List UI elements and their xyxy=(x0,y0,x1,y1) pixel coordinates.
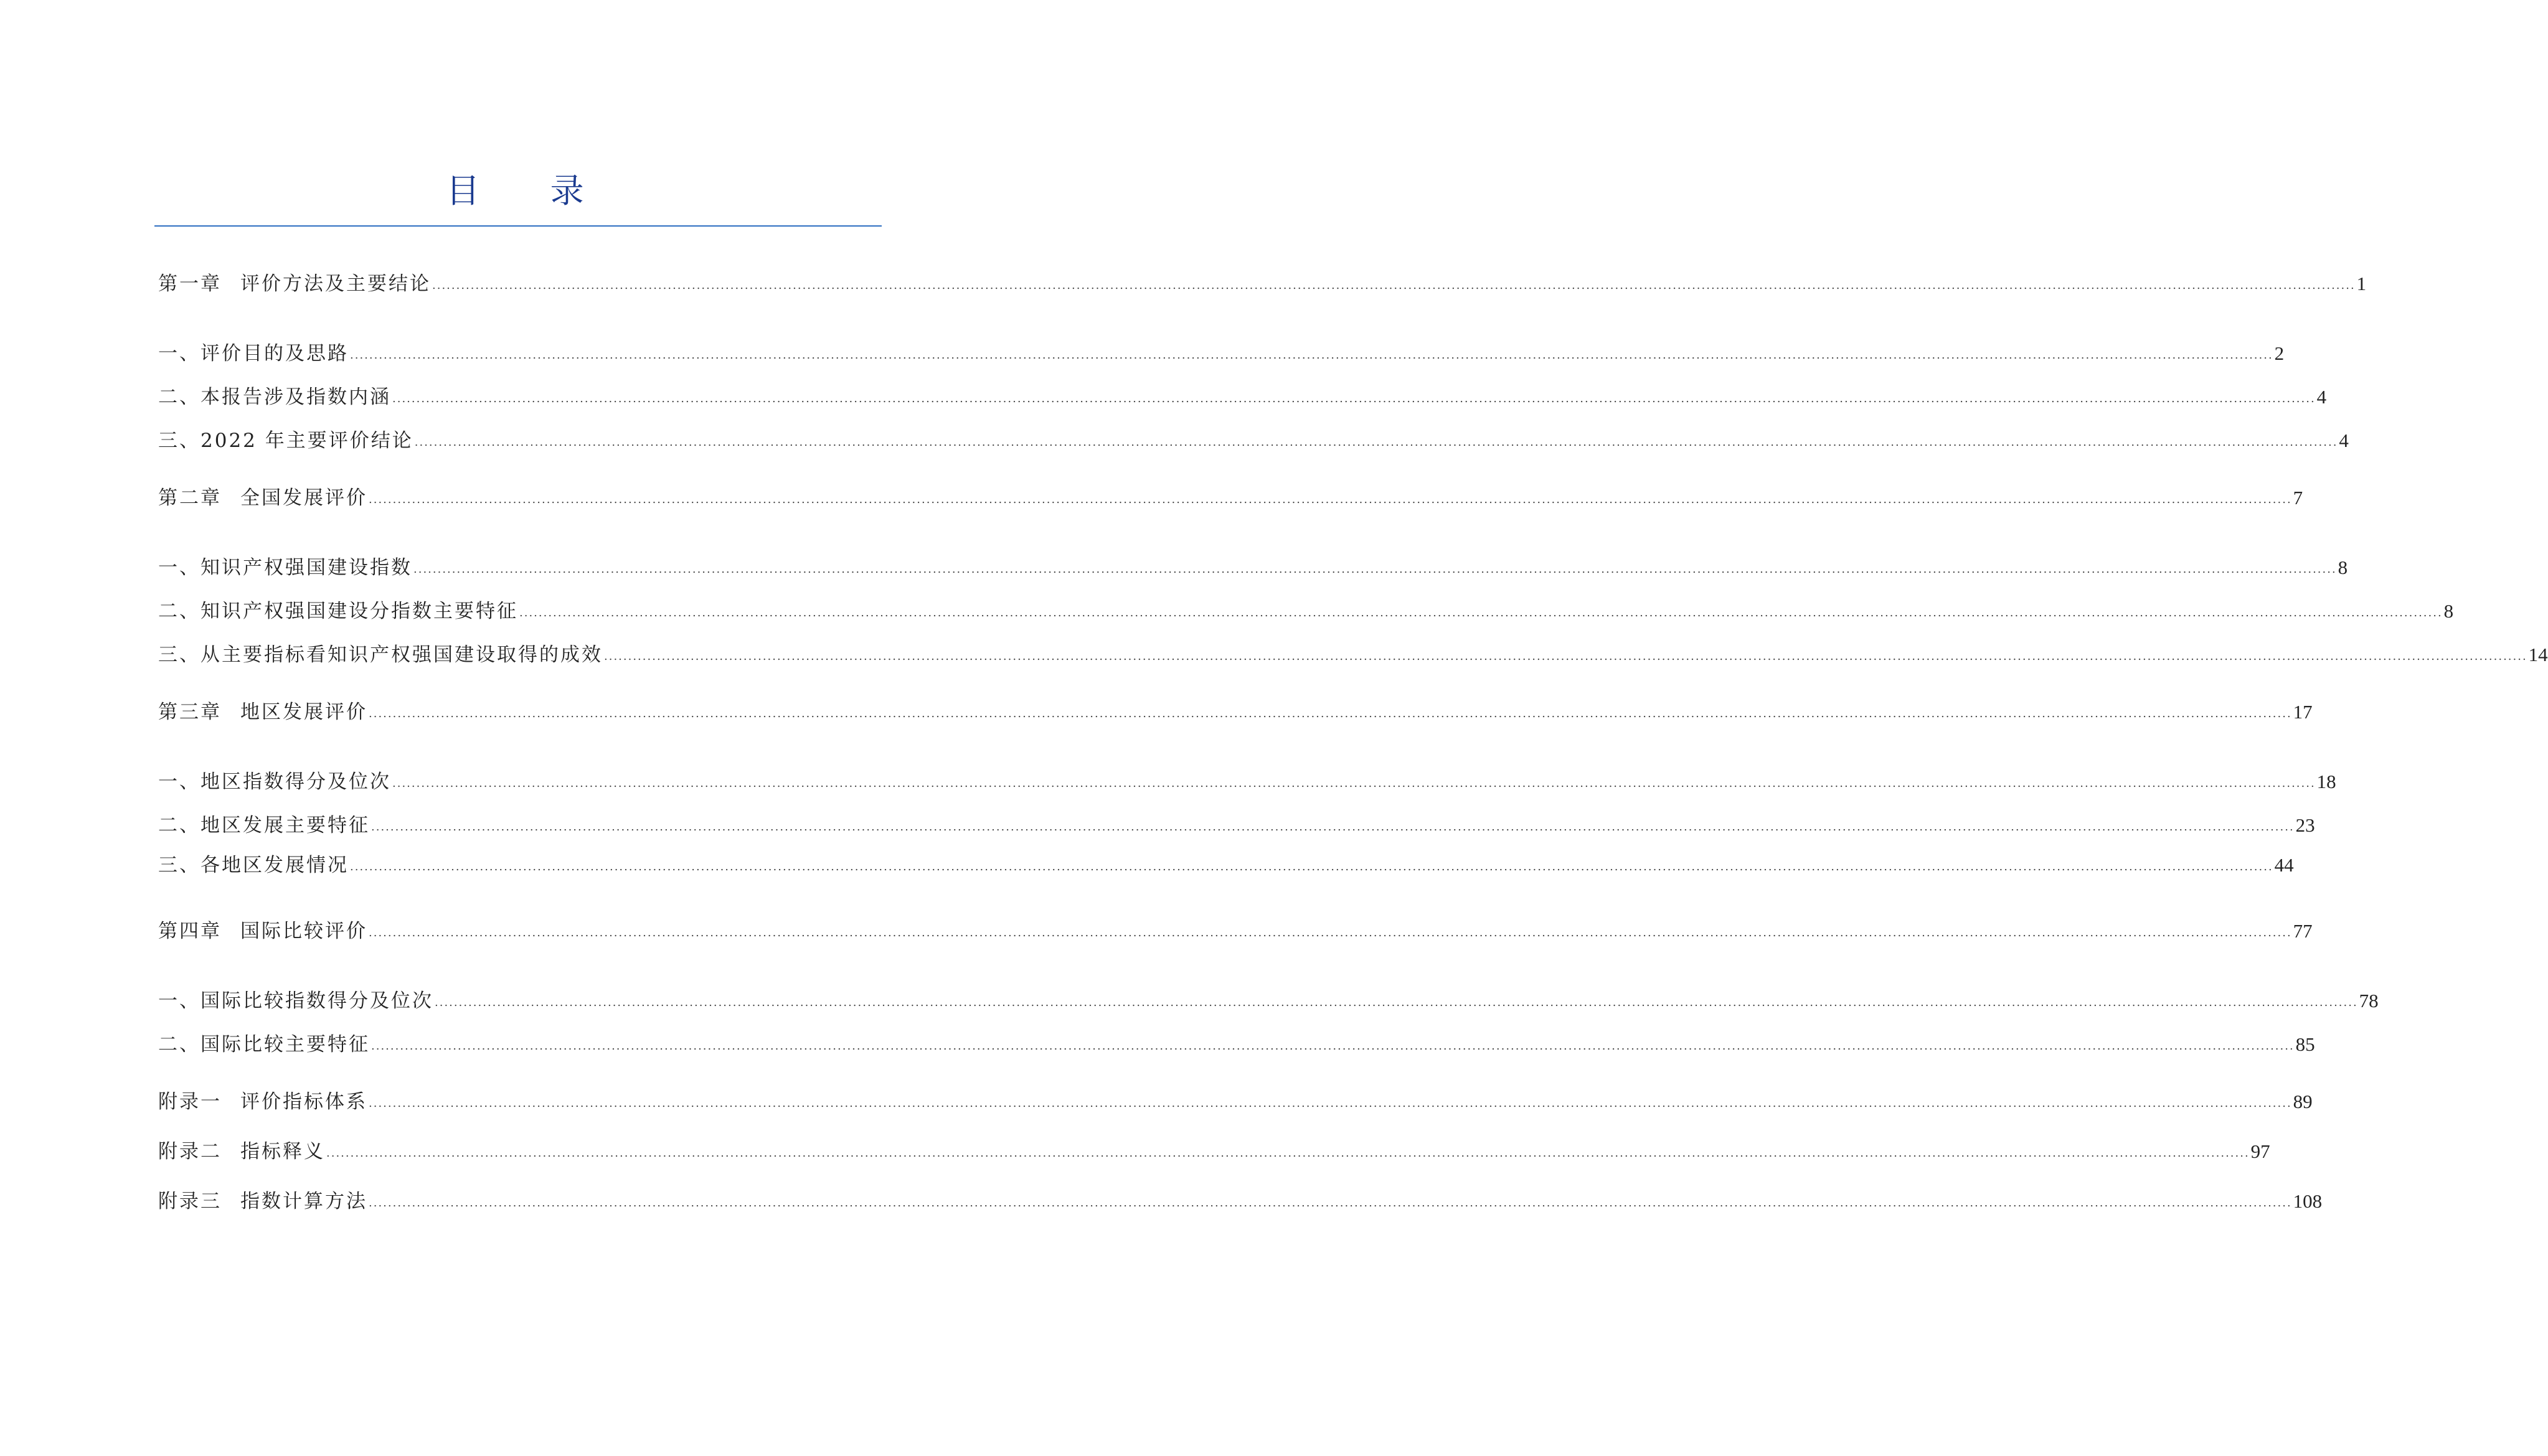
toc-entry-label: 二、国际比较主要特征 xyxy=(158,1033,370,1056)
toc-entry-section[interactable] xyxy=(158,596,2454,626)
toc-entry-label: 一、知识产权强国建设指数 xyxy=(158,557,412,579)
toc-entry-label: 评价方法及主要结论 xyxy=(240,273,431,295)
page-title: 目 录 xyxy=(446,171,614,210)
toc-leader-dots: ................................................................................................................................................................................................................................................................................................................................................................................................................ xyxy=(369,1097,2292,1110)
toc-entry-page: 108 xyxy=(2293,1190,2323,1212)
toc-entry-label: 指标释义 xyxy=(240,1140,325,1163)
toc-entry-chapter-4[interactable] xyxy=(158,916,2313,946)
toc-entry-page: 97 xyxy=(2250,1140,2270,1162)
toc-entry-page: 14 xyxy=(2528,644,2548,665)
toc-leader-dots: ................................................................................................................................................................................................................................................................................................................................................................................................................ xyxy=(604,650,2527,663)
toc-entry-page: 7 xyxy=(2293,487,2303,509)
toc-entry-page: 8 xyxy=(2338,557,2348,578)
toc-leader-dots: ................................................................................................................................................................................................................................................................................................................................................................................................................ xyxy=(369,493,2292,506)
toc-entry-label: 一、评价目的及思路 xyxy=(158,342,349,365)
toc-entry-appendix-1[interactable] xyxy=(158,1087,2313,1117)
toc-leader-dots: ................................................................................................................................................................................................................................................................................................................................................................................................................ xyxy=(350,860,2273,873)
toc-entry-chapter-2[interactable] xyxy=(158,483,2303,513)
toc-leader-dots: ................................................................................................................................................................................................................................................................................................................................................................................................................ xyxy=(371,1040,2295,1053)
toc-entry-prefix: 第四章 xyxy=(158,920,222,942)
toc-entry-section[interactable] xyxy=(158,426,2349,456)
toc-leader-dots: ................................................................................................................................................................................................................................................................................................................................................................................................................ xyxy=(414,436,2338,449)
toc-leader-dots: ................................................................................................................................................................................................................................................................................................................................................................................................................ xyxy=(413,563,2337,576)
toc-entry-prefix: 第二章 xyxy=(158,487,222,509)
toc-entry-section[interactable] xyxy=(158,382,2327,412)
toc-leader-dots: ................................................................................................................................................................................................................................................................................................................................................................................................................ xyxy=(326,1147,2250,1160)
toc-entry-page: 78 xyxy=(2359,990,2379,1012)
toc-entry-prefix: 第一章 xyxy=(158,273,222,295)
toc-entry-label: 评价指标体系 xyxy=(240,1091,367,1113)
toc-leader-dots: ................................................................................................................................................................................................................................................................................................................................................................................................................ xyxy=(369,707,2292,720)
toc-entry-section[interactable] xyxy=(158,640,2548,670)
toc-entry-appendix-3[interactable] xyxy=(158,1186,2323,1216)
toc-entry-page: 85 xyxy=(2295,1033,2315,1055)
toc-entry-label: 一、地区指数得分及位次 xyxy=(158,771,391,793)
toc-entry-chapter-1[interactable] xyxy=(158,269,2367,299)
toc-entry-label: 三、2022 年主要评价结论 xyxy=(158,430,413,452)
toc-entry-page: 4 xyxy=(2339,430,2349,451)
toc-entry-section[interactable] xyxy=(158,767,2336,797)
toc-entry-label: 地区发展评价 xyxy=(240,701,367,723)
toc-entry-section[interactable] xyxy=(158,850,2294,880)
toc-leader-dots: ................................................................................................................................................................................................................................................................................................................................................................................................................ xyxy=(392,777,2316,790)
toc-leader-dots: ................................................................................................................................................................................................................................................................................................................................................................................................................ xyxy=(435,996,2358,1009)
toc-entry-label: 全国发展评价 xyxy=(240,487,367,509)
toc-entry-prefix: 附录二 xyxy=(158,1140,222,1163)
toc-leader-dots: ................................................................................................................................................................................................................................................................................................................................................................................................................ xyxy=(392,392,2316,405)
toc-leader-dots: ................................................................................................................................................................................................................................................................................................................................................................................................................ xyxy=(350,349,2273,362)
toc-leader-dots: ................................................................................................................................................................................................................................................................................................................................................................................................................ xyxy=(369,1196,2292,1209)
toc-entry-page: 44 xyxy=(2274,854,2294,876)
title-divider xyxy=(154,225,882,227)
toc-entry-section[interactable] xyxy=(158,810,2315,840)
toc-entry-prefix: 附录一 xyxy=(158,1091,222,1113)
toc-entry-label: 二、地区发展主要特征 xyxy=(158,814,370,837)
toc-entry-chapter-3[interactable] xyxy=(158,697,2313,727)
toc-entry-prefix: 附录三 xyxy=(158,1190,222,1213)
toc-leader-dots: ................................................................................................................................................................................................................................................................................................................................................................................................................ xyxy=(369,926,2292,939)
toc-leader-dots: ................................................................................................................................................................................................................................................................................................................................................................................................................ xyxy=(432,279,2356,292)
toc-entry-label: 一、国际比较指数得分及位次 xyxy=(158,990,433,1012)
toc-entry-page: 89 xyxy=(2293,1091,2313,1112)
toc-entry-page: 23 xyxy=(2295,814,2315,836)
toc-entry-section[interactable] xyxy=(158,339,2285,369)
toc-entry-label: 指数计算方法 xyxy=(240,1190,367,1213)
toc-entry-page: 2 xyxy=(2274,342,2285,364)
toc-entry-label: 二、知识产权强国建设分指数主要特征 xyxy=(158,600,518,622)
toc-entry-page: 4 xyxy=(2316,386,2327,408)
toc-entry-page: 77 xyxy=(2293,920,2313,942)
toc-entry-label: 国际比较评价 xyxy=(240,920,367,942)
toc-entry-label: 三、各地区发展情况 xyxy=(158,854,349,876)
toc-entry-section[interactable] xyxy=(158,553,2348,583)
toc-entry-page: 18 xyxy=(2316,771,2336,792)
toc-entry-section[interactable] xyxy=(158,1030,2315,1059)
toc-entry-page: 1 xyxy=(2356,273,2367,294)
toc-entry-label: 二、本报告涉及指数内涵 xyxy=(158,386,391,408)
toc-entry-section[interactable] xyxy=(158,986,2379,1016)
toc-entry-page: 8 xyxy=(2443,600,2454,622)
toc-leader-dots: ................................................................................................................................................................................................................................................................................................................................................................................................................ xyxy=(519,606,2443,619)
toc-leader-dots: ................................................................................................................................................................................................................................................................................................................................................................................................................ xyxy=(371,820,2295,834)
toc-entry-appendix-2[interactable] xyxy=(158,1137,2270,1167)
toc-entry-prefix: 第三章 xyxy=(158,701,222,723)
toc-entry-label: 三、从主要指标看知识产权强国建设取得的成效 xyxy=(158,644,603,666)
toc-entry-page: 17 xyxy=(2293,701,2313,723)
